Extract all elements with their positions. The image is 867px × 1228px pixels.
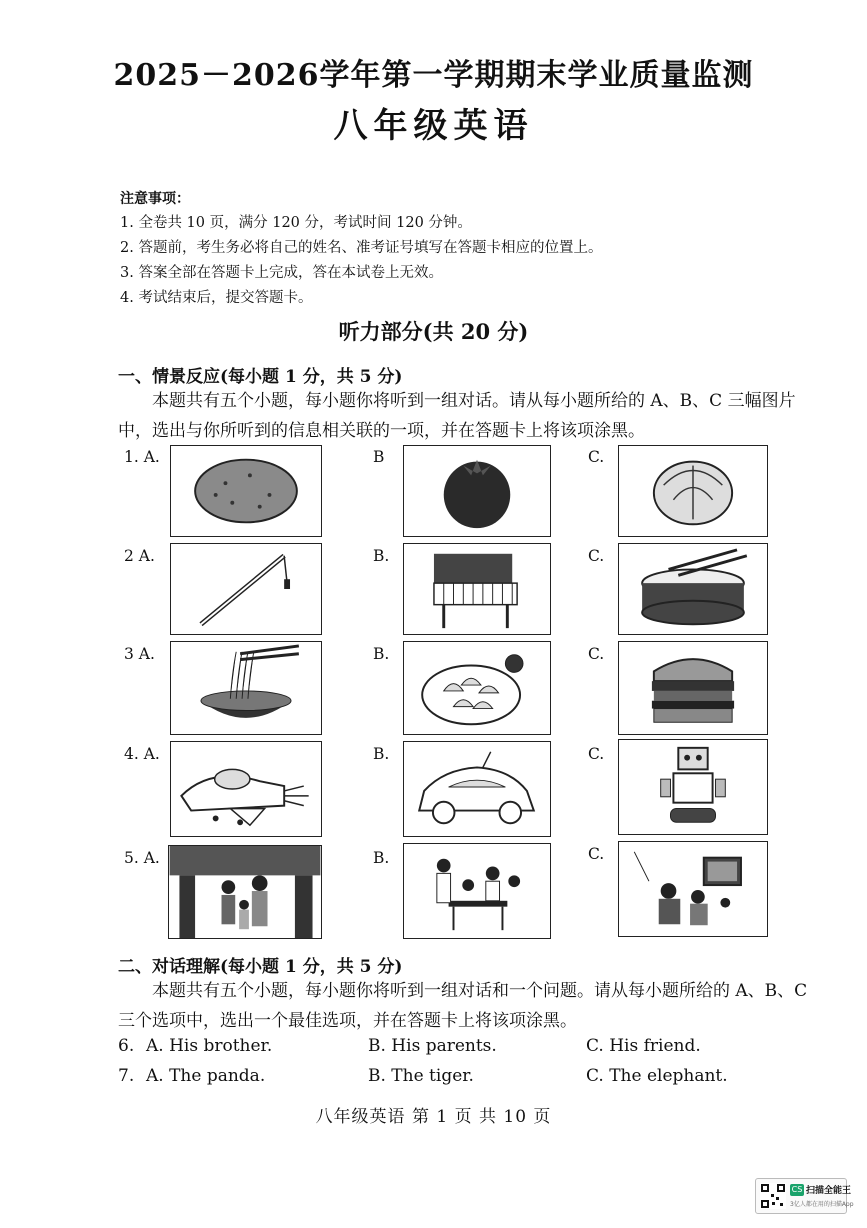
family-dinner-picture[interactable] [403, 843, 551, 939]
car-picture[interactable] [403, 741, 551, 837]
noodles-picture[interactable] [170, 641, 322, 735]
tomato-picture[interactable] [403, 445, 551, 537]
drum-picture[interactable] [618, 543, 768, 635]
page-footer: 八年级英语 第 1 页 共 10 页 [315, 1107, 552, 1127]
question-label: 3 A. [124, 645, 155, 663]
qr-code-icon [760, 1183, 786, 1209]
cabbage-picture[interactable] [618, 445, 768, 537]
option-b-label: B. [373, 745, 390, 763]
piano-picture[interactable] [403, 543, 551, 635]
scanner-logo: CS [791, 1185, 803, 1194]
family-watching-tv-picture[interactable] [618, 841, 768, 937]
exam-subject: 八年级英语 [333, 106, 534, 146]
dumplings-picture[interactable] [403, 641, 551, 735]
question-label: 4. A. [124, 745, 160, 763]
option-c-label: C. [588, 547, 605, 565]
exam-title: 2025－2026学年第一学期期末学业质量监测 [113, 58, 754, 93]
listening-section-title: 听力部分(共 20 分) [338, 319, 529, 344]
choice-b[interactable]: B. The tiger. [368, 1066, 474, 1086]
note-item: 2. 答题前，考生务必将自己的姓名、准考证号填写在答题卡相应的位置上。 [120, 240, 603, 256]
choice-a[interactable]: A. The panda. [146, 1066, 266, 1086]
note-item: 1. 全卷共 10 页，满分 120 分，考试时间 120 分钟。 [120, 215, 472, 231]
option-c-label: C. [588, 745, 605, 763]
option-b-label: B [373, 448, 385, 466]
question-number: 7. [118, 1066, 135, 1086]
option-b-label: B. [373, 645, 390, 663]
question-number: 6. [118, 1036, 135, 1056]
question-label: 5. A. [124, 849, 160, 867]
part1-heading: 一、情景反应(每小题 1 分，共 5 分) [118, 367, 403, 387]
option-b-label: B. [373, 547, 390, 565]
choice-c[interactable]: C. The elephant. [586, 1066, 728, 1086]
part1-instruction-line1: 本题共有五个小题，每小题你将听到一组对话。请从每小题所给的 A、B、C 三幅图片 [152, 391, 796, 411]
question-label: 2 A. [124, 547, 155, 565]
part2-instruction-line1: 本题共有五个小题，每小题你将听到一组对话和一个问题。请从每小题所给的 A、B、C [152, 981, 808, 1001]
part1-instruction-line2: 中，选出与你所听到的信息相关联的一项，并在答题卡上将该项涂黑。 [118, 421, 645, 441]
family-walking-picture[interactable] [168, 845, 322, 939]
part2-heading: 二、对话理解(每小题 1 分，共 5 分) [118, 957, 403, 977]
sandwich-picture[interactable] [618, 641, 768, 735]
part2-instructions [118, 976, 863, 1036]
note-item: 4. 考试结束后，提交答题卡。 [120, 290, 313, 306]
scanner-tagline: 3亿人都在用的扫描App [790, 1201, 854, 1208]
choice-a[interactable]: A. His brother. [146, 1036, 273, 1056]
notes-heading: 注意事项： [120, 191, 190, 207]
option-b-label: B. [373, 849, 390, 867]
spaceship-picture[interactable] [170, 741, 322, 837]
scanner-watermark [755, 1178, 854, 1214]
option-c-label: C. [588, 645, 605, 663]
robot-picture[interactable] [618, 739, 768, 835]
option-c-label: C. [588, 845, 605, 863]
scanner-brand: 扫描全能王 [806, 1186, 852, 1196]
part2-instruction-line2: 三个选项中，选出一个最佳选项，并在答题卡上将该项涂黑。 [118, 1011, 577, 1031]
part1-instructions [118, 386, 863, 446]
potato-picture[interactable] [170, 445, 322, 537]
flute-picture[interactable] [170, 543, 322, 635]
choice-c[interactable]: C. His friend. [586, 1036, 701, 1056]
option-c-label: C. [588, 448, 605, 466]
choice-b[interactable]: B. His parents. [368, 1036, 497, 1056]
question-label: 1. A. [124, 448, 160, 466]
note-item: 3. 答案全部在答题卡上完成，答在本试卷上无效。 [120, 265, 443, 281]
